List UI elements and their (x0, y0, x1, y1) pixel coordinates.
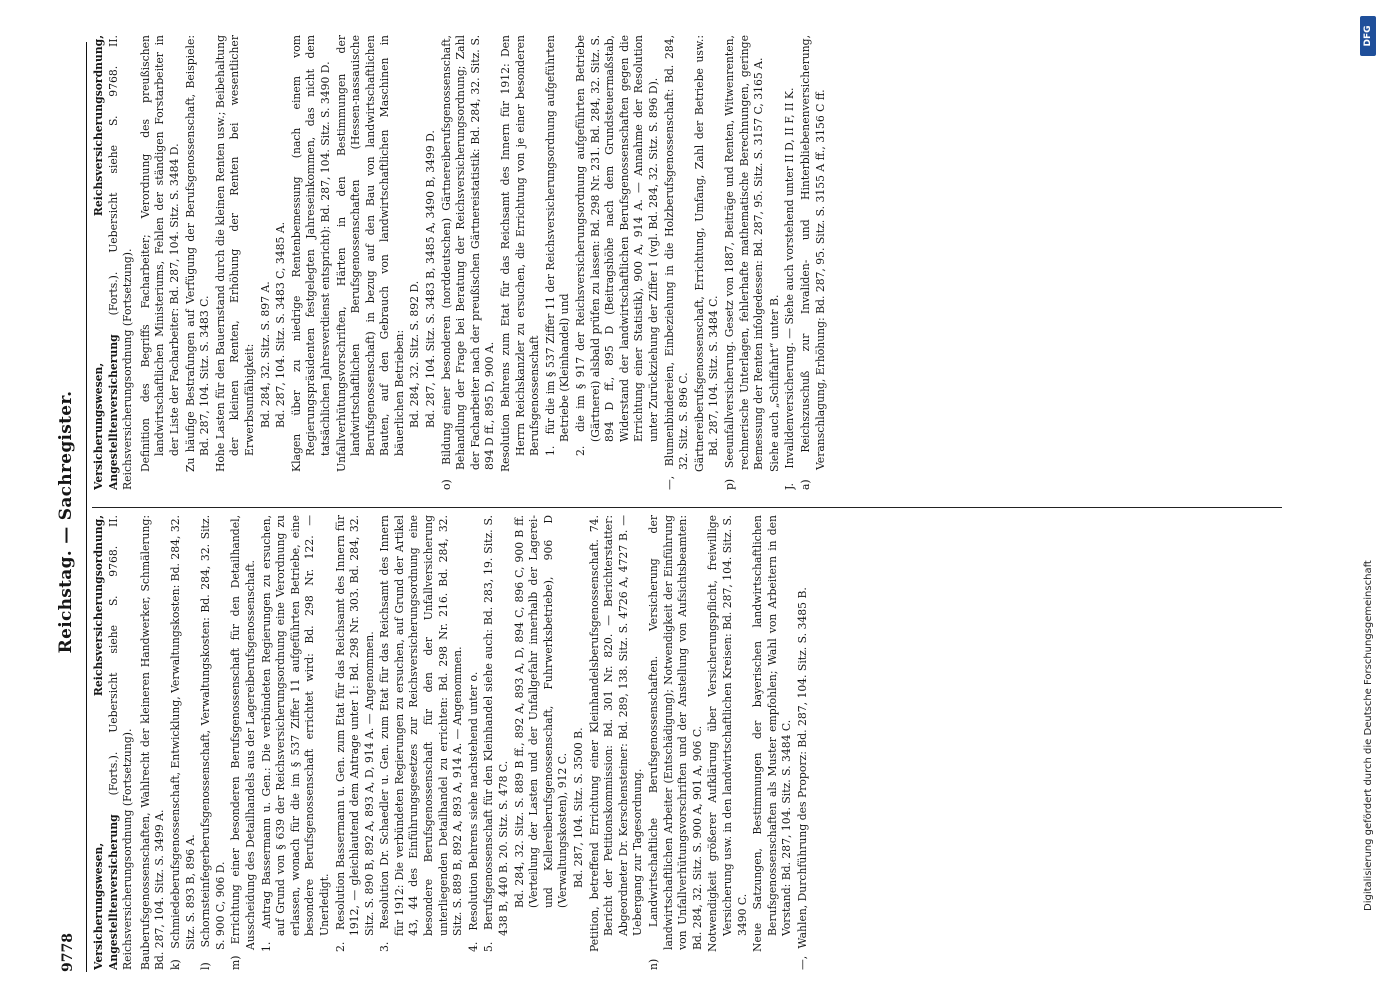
entry-label: 2. (574, 445, 587, 456)
entry-text: Reichszuschuß zur Invaliden- und Hinterbliebenenversicherung, Veranschlagung, Erhöhung: Bd. 287, 95. Sitz. S. 3155 A ff., 3156 C ff. (798, 35, 827, 470)
index-entry (663, 35, 692, 490)
entry-label: p) (722, 478, 736, 490)
entry-text: Bd. 287, 104. Sitz. S. 3483 B, 3485 A, 3490 B, 3499 D. (424, 130, 438, 428)
entry-label: 4. (466, 941, 480, 952)
entry-text: Bd. 287, 104. Sitz. S. 3483 C, 3485 A. (274, 221, 288, 428)
index-entry (214, 35, 258, 490)
left-heading-bold: Versicherungswesen, Reichsversicherungsordnung, Angestelltenversicherung (92, 515, 120, 970)
entry-text: die im § 917 der Reichsversicherungsordnung aufgeführten Betriebe (Gärtnerei) alsbald prüfen zu lassen: Bd. 298 Nr. 231. Bd. 284, 32. Sitz. S. 894 D ff., 895 D (Beitragshöhe nach dem Grundsteuermaßstab, Widerstand der landwirtschaftlichen Berufsgenossenschaften gegen die Errichtung einer Statistik), 900 A, 914 A. — Annahme der Resolution unter Zurückziehung der Ziffer 1 (vgl. Bd. 284, 32. Sitz. S. 896 D). (574, 35, 660, 442)
entry-text: für die im § 537 Ziffer 11 der Reichsversicherungsordnung aufgeführten Betriebe (Kleinhandel) und (543, 35, 572, 442)
entry-text: Unfallverhütungsvorschriften, Härten in den Bestimmungen der landwirtschaftlichen Berufsgenossenschaften (Hessen-nassauische Berufsgenossenschaft) in bezug auf den Bau von landwirtschaftlichen Bauten, auf den Gebrauch von landwirtschaftlichen Maschinen in bäuerlichen Betrieben: (334, 35, 406, 472)
index-entry (424, 35, 439, 490)
entry-label: —, (662, 475, 676, 490)
index-entry (693, 35, 722, 490)
dfg-logo-text: DFG (1363, 25, 1373, 47)
entry-text: Bd. 284, 32. Sitz. S. 892 D. (408, 280, 422, 428)
page-number: 9778 (60, 933, 76, 972)
entry-text: Bd. 287, 104. Sitz. S. 3500 B. (572, 727, 585, 888)
entry-text: Resolution Behrens siehe nachstehend unter o. (466, 671, 480, 931)
right-column-heading (92, 35, 136, 490)
index-entry (751, 515, 795, 970)
index-entry (706, 515, 750, 970)
right-heading-bold: Versicherungswesen, Reichsversicherungsordnung, Angestelltenversicherung (92, 35, 120, 490)
index-entry (513, 515, 571, 970)
entry-text: Bd. 284, 32. Sitz. S. 889 B ff., 892 A, 893 A, D, 894 C, 896 C, 900 B ff. (Verteilung der Lasten und der Unfallgefahr innerhalb der Lagerei- und Kellereiberufsgenossenschaft, Fuhrwerksbetriebe), 906 D (Verwaltungskosten), 912 C. (512, 515, 570, 908)
entry-text: Invalidenversicherung. — Siehe auch vorstehend unter II D, II F, II K. (783, 87, 797, 469)
left-column-heading (92, 515, 136, 970)
entry-text: Hohe Lasten für den Bauernstand durch die kleinen Renten usw.; Beibehaltung der kleinen Renten, Erhöhung der Renten bei wesentlicher Erwerbsunfähigkeit: (213, 35, 256, 472)
entry-text: Definition des Begriffs Facharbeiter; Verordnung des preußischen landwirtschaftlichen Ministeriums, Fehlen der ständigen Forstarbeiter in der Liste der Facharbeiter: Bd. 287, 104. Sitz. S. 3484 D. (138, 35, 181, 472)
index-entry (139, 515, 168, 970)
entry-text: Landwirtschaftliche Berufsgenossenschaften. Versicherung der landwirtschaftlichen Arbeiter (Entschädigung); Notwendigkeit der Einführung von Unfallverhütungsvorschriften und der Anstellung von Aufsichtsbeamten: Bd. 284, 32. Sitz. S. 900 A, 901 A, 906 C. (646, 515, 704, 950)
entry-label: k) (168, 959, 182, 970)
entry-label: l) (199, 962, 213, 970)
digitization-credit: Digitalisierung gefördert durch die Deutsche Forschungsgemeinschaft (1363, 560, 1374, 911)
index-entry (467, 515, 482, 970)
entry-text: Bildung einer besonderen (norddeutschen) Gärtnereiberufsgenossenschaft, Behandlung der Frage bei Beratung der Reichsversicherungsordnung; Zahl der Facharbeiter nach der preußischen Gärtnereistatistik: Bd. 284, 32. Sitz. S. 894 D ff., 895 D, 900 A. (439, 35, 497, 470)
index-entry (499, 35, 543, 490)
right-entry-list (139, 35, 828, 490)
index-entry (799, 35, 828, 490)
index-entry (378, 515, 466, 970)
index-entry (408, 35, 423, 490)
entry-label: n) (646, 958, 660, 970)
index-entry (796, 515, 811, 970)
index-entry (768, 35, 783, 490)
entry-label: 1. (259, 941, 273, 952)
index-entry (290, 35, 334, 490)
entry-text: Petition, betreffend Errichtung einer Kleinhandelsberufsgenossenschaft. 74. Bericht der Petitionskommission: Bd. 301 Nr. 820. — Berichterstatter: Abgeordneter Dr. Kerschensteiner: Bd. 289, 138. Sitz. S. 4726 A, 4727 B. — Uebergang zur Tagesordnung. (587, 515, 645, 952)
entry-text: Antrag Bassermann u. Gen.: Die verbündeten Regierungen zu ersuchen, auf Grund von § 639 der Reichsversicherungsordnung eine Verordnung zu erlassen, wonach für die im § 537 Ziffer 11 aufgeführten Betriebe, eine besondere Berufsgenossenschaft errichtet wird: Bd. 298 Nr. 122. — Unerledigt. (259, 515, 331, 936)
index-entry (334, 515, 378, 970)
index-entry (259, 35, 274, 490)
entry-label: J. (783, 483, 797, 490)
entry-label: 2. (333, 941, 347, 952)
entry-label: 5. (482, 941, 496, 952)
entry-label: m) (229, 955, 243, 970)
index-entry (229, 515, 258, 970)
index-entry (544, 35, 573, 490)
entry-text: Resolution Behrens zum Etat für das Reichsamt des Innern für 1912: Den Herrn Reichskanzler zu ersuchen, die Errichtung von je einer besonderen Berufsgenossenschaft (499, 35, 542, 472)
index-entry (169, 515, 198, 970)
entry-text: Notwendigkeit größerer Aufklärung über Versicherungspflicht, freiwillige Versicherung usw. in den landwirtschaftlichen Kreisen: Bd. 287, 104. Sitz. S. 3490 C. (706, 515, 749, 952)
index-entry (647, 515, 705, 970)
index-entry (274, 35, 289, 490)
header-rule (86, 42, 87, 972)
entry-label: a) (798, 479, 812, 490)
index-entry (574, 35, 662, 490)
entry-text: Neue Satzungen, Bestimmungen der bayerischen landwirtschaftlichen Berufsgenossenschaften als Muster empfohlen; Wahl von Arbeitern in den Vorstand: Bd. 287, 104. Sitz. S. 3484 C. (751, 515, 794, 952)
index-entry (572, 515, 587, 970)
index-entry (139, 35, 183, 490)
entry-text: Wahlen, Durchführung des Proporz: Bd. 287, 104. Sitz. S. 3485 B. (795, 587, 809, 949)
entry-text: Resolution Dr. Schaedler u. Gen. zum Etat für das Reichsamt des Innern für 1912: Die verbündeten Regierungen zu ersuchen, auf Grund der Artikel 43, 44 des Einführungsgesetzes zur Reichsversicherungsordnung eine besondere Berufsgenossenschaft für den der Unfallversicherung unterliegenden Detailhandel zu errichten: Bd. 298 Nr. 216. Bd. 284, 32. Sitz. S. 889 B, 892 A, 893 A, 914 A. — Angenommen. (378, 515, 465, 936)
page-title: Reichstag. — Sachregister. (56, 390, 76, 654)
entry-label: 3. (378, 941, 392, 952)
entry-label: —, (795, 955, 809, 970)
left-column (92, 515, 1292, 970)
entry-text: Resolution Bassermann u. Gen. zum Etat für das Reichsamt des Innern für 1912, — gleichlautend dem Antrage unter 1: Bd. 298 Nr. 303. Bd. 284, 32. Sitz. S. 890 B, 892 A, 893 A, D, 914 A. — Angenommen. (333, 515, 376, 936)
left-heading-rest: (Forts.). Uebersicht siehe S. 9768. II. Reichsversicherungsordnung (Fortsetzung). (106, 515, 135, 970)
index-entry (783, 35, 798, 490)
entry-label: o) (439, 479, 453, 490)
column-divider (92, 507, 1282, 508)
entry-text: Errichtung einer besonderen Berufsgenossenschaft für den Detailhandel, Ausscheidung des Detailhandels aus der Lagereiberufsgenossenschaft. (229, 515, 257, 950)
entry-text: Zu häufige Bestrafungen auf Verfügung der Berufsgenossenschaft, Beispiele: Bd. 287, 104. Sitz. S. 3483 C. (183, 35, 212, 472)
entry-text: Gärtnereiberufsgenossenschaft, Errichtung, Umfang, Zahl der Betriebe usw.: Bd. 287, 104. Sitz. S. 3484 C. (692, 35, 721, 472)
index-entry (335, 35, 408, 490)
index-entry (184, 35, 213, 490)
entry-text: Bauberufsgenossenschaften, Wahlrecht der kleineren Handwerker, Schmälerung: Bd. 287, 104. Sitz. S. 3499 A. (138, 515, 167, 970)
entry-text: Seeunfallversicherung. Gesetz von 1887, Beiträge und Renten, Witwenrenten, rechnerische Unterlagen, fehlerhafte mathematische Berechnungen, geringe Bemessung der Renten infolgedessen: Bd. 287, 95. Sitz. S. 3157 C, 3165 A. (722, 35, 766, 470)
right-column (92, 35, 1292, 490)
entry-text: Klagen über zu niedrige Rentenbemessung (nach einem vom Regierungspräsidenten festgelegten Jahreseinkommen, das nicht dem tatsächlichen Jahresverdienst entspricht): Bd. 287, 104. Sitz. S. 3490 D. (289, 35, 332, 472)
index-entry (588, 515, 646, 970)
right-heading-rest: (Forts.). Uebersicht siehe S. 9768. II. Reichsversicherungsordnung (Fortsetzung). (106, 35, 135, 490)
entry-text: Berufsgenossenschaft für den Kleinhandel siehe auch: Bd. 283, 19. Sitz. S. 438 B, 440 B. 20. Sitz. S. 478 C. (482, 515, 511, 936)
entry-text: Siehe auch „Schiffahrt“ unter B. (767, 294, 781, 472)
digitization-credit-strip (1358, 14, 1380, 989)
entry-text: Blumenbindereien, Einbeziehung in die Holzberufsgenossenschaft: Bd. 284, 32. Sitz. S. 896 C. (662, 35, 691, 470)
left-entry-list (139, 515, 811, 970)
index-entry (440, 35, 498, 490)
entry-label: 1. (543, 445, 557, 456)
entry-text: Schornsteinfegerberufsgenossenschaft, Verwaltungskosten: Bd. 284, 32. Sitz. S. 900 C, 906 D. (199, 515, 227, 950)
entry-text: Bd. 284, 32. Sitz. S. 897 A. (258, 281, 272, 428)
index-entry (199, 515, 228, 970)
index-entry (723, 35, 767, 490)
running-head (56, 72, 86, 972)
entry-text: Schmiedeberufsgenossenschaft, Entwicklung, Verwaltungskosten: Bd. 284, 32. Sitz. S. 893 B, 896 A. (168, 515, 197, 950)
index-entry (260, 515, 333, 970)
index-entry (482, 515, 511, 970)
